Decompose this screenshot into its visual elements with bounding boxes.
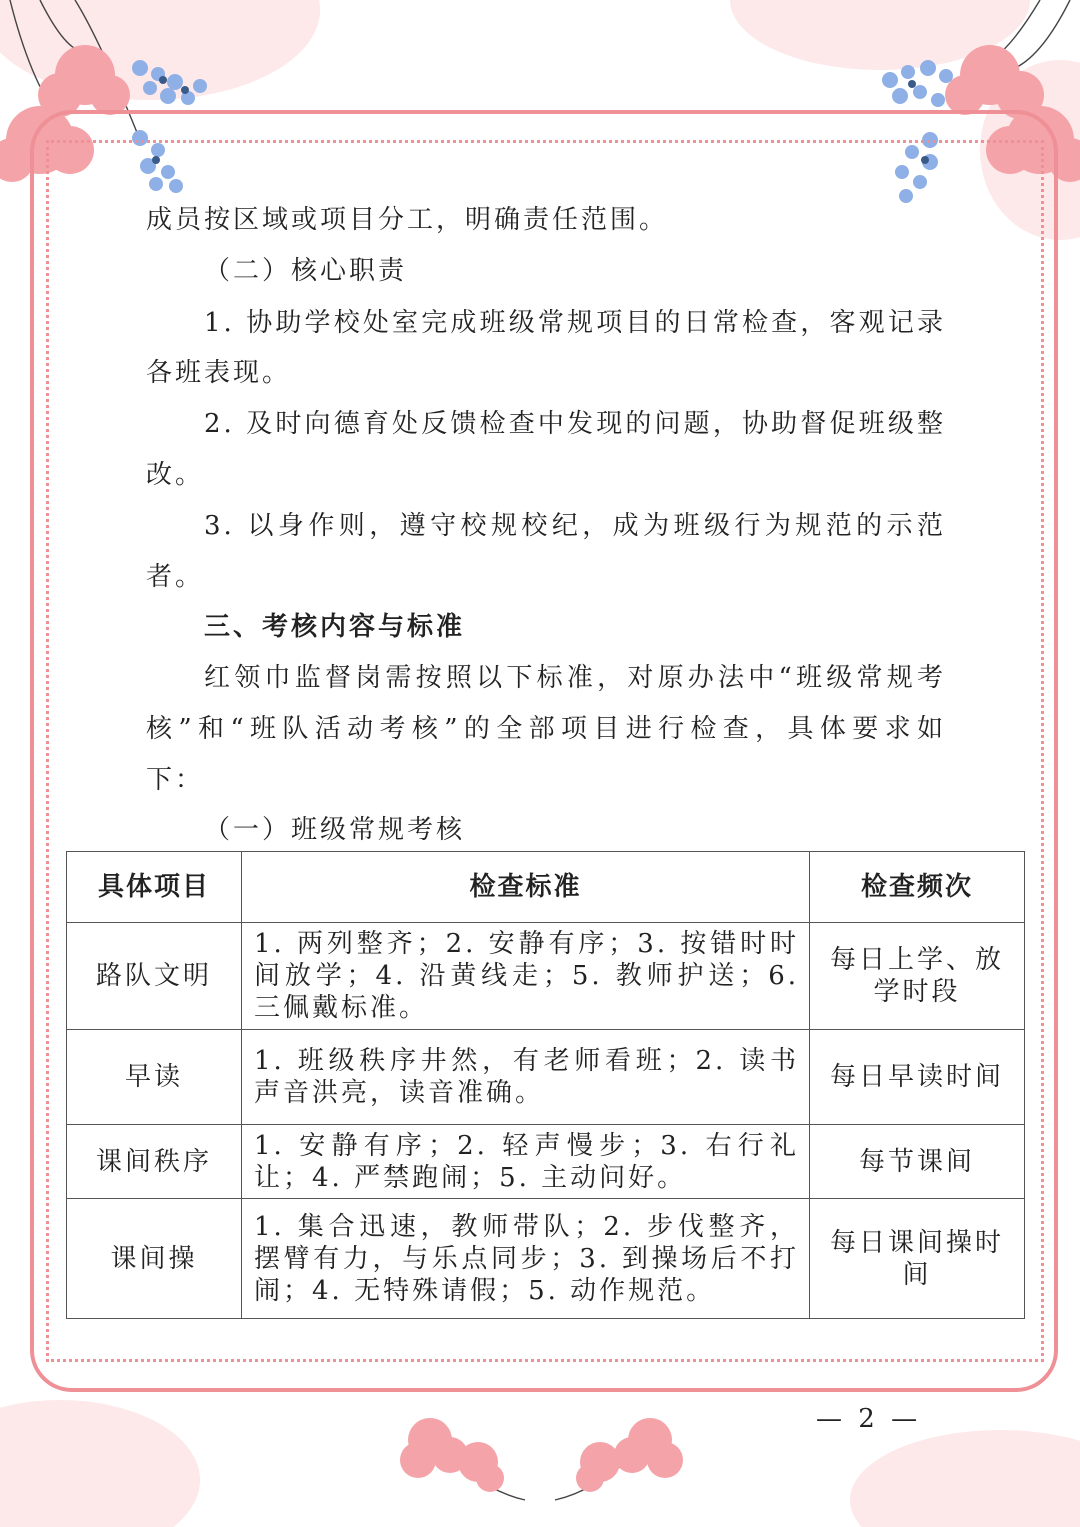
- table-cell-item: 早读: [67, 1030, 242, 1125]
- intro-text-cont: 核”和“班队活动考核”的全部项目进行检查，具体要求如: [146, 714, 946, 744]
- inspection-table: [66, 851, 1025, 1319]
- table-cell-frequency: 每日早读时间: [810, 1030, 1025, 1125]
- table-row: [67, 923, 1025, 1030]
- subheading-core-duties: （二）核心职责: [204, 256, 408, 286]
- duty-3-text: 3. 以身作则，遵守校规校纪，成为班级行为规范的示范: [204, 511, 946, 541]
- table-cell-item: 课间操: [67, 1199, 242, 1319]
- duty-1-text-cont: 各班表现。: [146, 358, 292, 388]
- intro-text: 红领巾监督岗需按照以下标准，对原办法中“班级常规考: [204, 663, 946, 693]
- table-cell-standard: 1. 两列整齐；2. 安静有序；3. 按错时时间放学；4. 沿黄线走；5. 教师护送；6. 三佩戴标准。: [242, 923, 810, 1030]
- table-row: [67, 1199, 1025, 1319]
- page-number: — 2 —: [816, 1404, 922, 1434]
- column-header: 具体项目: [67, 852, 242, 923]
- table-cell-standard: 1. 集合迅速，教师带队；2. 步伐整齐，摆臂有力，与乐点同步；3. 到操场后不打闹；4. 无特殊请假；5. 动作规范。: [242, 1199, 810, 1319]
- duty-3-text-cont: 者。: [146, 562, 205, 592]
- table-cell-standard: 1. 班级秩序井然，有老师看班；2. 读书声音洪亮，读音准确。: [242, 1030, 810, 1125]
- table-cell-standard: 1. 安静有序；2. 轻声慢步；3. 右行礼让；4. 严禁跑闹；5. 主动问好。: [242, 1125, 810, 1199]
- table-header-row: [67, 852, 1025, 923]
- intro-text-end: 下：: [146, 765, 205, 795]
- table-cell-frequency: 每日课间操时间: [810, 1199, 1025, 1319]
- table-cell-item: 课间秩序: [67, 1125, 242, 1199]
- table-row: [67, 1125, 1025, 1199]
- column-header: 检查标准: [242, 852, 810, 923]
- section-heading: 三、考核内容与标准: [204, 612, 466, 642]
- duty-1-text: 1. 协助学校处室完成班级常规项目的日常检查，客观记录: [204, 308, 946, 338]
- flower-icon: [400, 1418, 683, 1492]
- table-row: [67, 1030, 1025, 1125]
- duty-2-text-cont: 改。: [146, 460, 205, 490]
- table-cell-frequency: 每日上学、放学时段: [810, 923, 1025, 1030]
- table-cell-item: 路队文明: [67, 923, 242, 1030]
- table-cell-frequency: 每节课间: [810, 1125, 1025, 1199]
- subheading-class-routine: （一）班级常规考核: [204, 815, 466, 845]
- duty-2-text: 2. 及时向德育处反馈检查中发现的问题，协助督促班级整: [204, 409, 946, 439]
- column-header: 检查频次: [810, 852, 1025, 923]
- paragraph-text: 成员按区域或项目分工，明确责任范围。: [146, 205, 669, 235]
